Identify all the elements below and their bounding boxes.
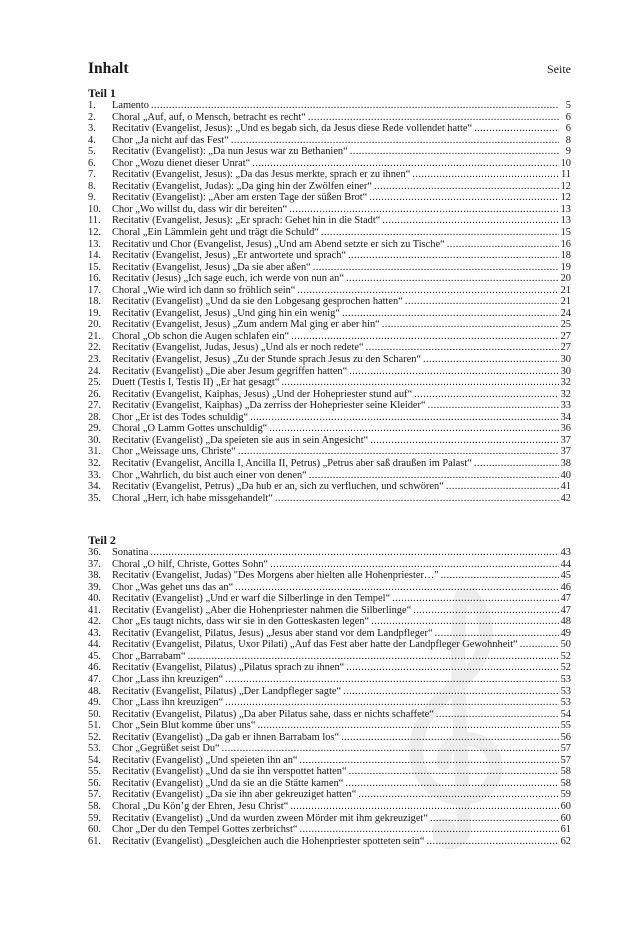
entry-number: 4.	[88, 134, 96, 146]
entry-page: 60	[560, 812, 571, 824]
toc-entry	[88, 547, 571, 559]
entry-number: 38.	[88, 570, 101, 582]
leader-dots	[366, 342, 559, 354]
entry-number: 17.	[88, 284, 101, 296]
entry-page: 15	[560, 227, 571, 239]
entry-title: Recitativ (Evangelist, Ancilla I, Ancilla II, Petrus) „Petrus aber saß draußen im Palast“	[112, 457, 472, 469]
entry-title: Recitativ (Jesus) „Ich sage euch, ich werde von nun an“	[112, 273, 344, 285]
entry-title: Recitativ (Evangelist, Jesus) „Und ging hin ein wenig“	[112, 307, 340, 319]
toc-entry	[88, 435, 571, 447]
leader-dots	[269, 423, 558, 435]
entry-page: 32	[560, 388, 571, 400]
entry-page: 52	[560, 662, 571, 674]
entry-number: 5.	[88, 146, 96, 158]
entry-page: 42	[560, 492, 571, 504]
entry-title: Recitativ (Evangelist) „Und da sie an die Stätte kamen“	[112, 777, 344, 789]
entry-title: Chor „Was gehet uns das an“	[112, 581, 234, 593]
entry-title: Recitativ (Evangelist, Jesus) „Zum andern Mal ging er aber hin“	[112, 319, 380, 331]
entry-page: 43	[560, 547, 571, 558]
entry-number: 3.	[88, 123, 96, 135]
entry-page: 32	[560, 377, 571, 389]
entry-title: Recitativ (Evangelist, Jesus) „Zu der Stunde sprach Jesus zu den Scharen“	[112, 354, 422, 366]
leader-dots	[374, 181, 559, 193]
leader-dots	[308, 112, 559, 124]
leader-dots	[382, 215, 558, 227]
toc-entry	[88, 342, 571, 354]
entry-page: 57	[560, 754, 571, 766]
toc-entry	[88, 192, 571, 204]
leader-dots	[428, 400, 559, 412]
toc-entry	[88, 389, 571, 401]
entry-page: 47	[560, 604, 571, 616]
entry-page: 34	[560, 411, 571, 423]
entry-title: Choral „O hilf, Christe, Gottes Sohn“	[112, 558, 269, 570]
entry-title: Duett (Testis I, Testis II) „Er hat gesagt“	[112, 377, 280, 389]
leader-dots	[405, 296, 559, 308]
toc-entry	[88, 366, 571, 378]
toc-entry	[88, 227, 571, 239]
toc-entry	[88, 100, 571, 112]
leader-dots	[382, 319, 559, 331]
entry-number: 61.	[88, 835, 101, 847]
entry-title: Recitativ (Evangelist): „Da nun Jesus war zu Bethanien“	[112, 146, 348, 158]
leader-dots	[289, 204, 558, 216]
entry-page: 21	[560, 296, 571, 308]
toc-entry	[88, 319, 571, 331]
entry-page: 13	[560, 215, 571, 227]
entry-page: 56	[560, 731, 571, 743]
entry-title: Recitativ (Evangelist) „Da sie ihn aber gekreuziget hatten“	[112, 789, 357, 801]
toc-entry	[88, 239, 571, 251]
page-column-label: Seite	[547, 62, 571, 76]
entry-number: 59.	[88, 812, 101, 824]
entry-number: 19.	[88, 307, 101, 319]
entry-title: Recitativ (Evangelist) „Und speieten ihn an“	[112, 754, 298, 766]
entry-number: 24.	[88, 365, 101, 377]
entry-title: Chor „Sein Blut komme über uns“	[112, 720, 256, 732]
part-title: Teil 2	[88, 533, 116, 547]
entry-number: 35.	[88, 492, 101, 504]
entry-number: 18.	[88, 296, 101, 308]
toc-entry	[88, 285, 571, 297]
toc-entry	[88, 400, 571, 412]
entry-number: 16.	[88, 273, 101, 285]
entry-title: Choral „Ob schon die Augen schlafen ein“	[112, 330, 290, 342]
entry-title: Recitativ (Evangelist): „Aber am ersten Tage der süßen Brot“	[112, 192, 368, 204]
entry-page: 21	[560, 284, 571, 296]
leader-dots	[250, 412, 558, 424]
entry-page: 44	[560, 558, 571, 570]
entry-number: 8.	[88, 180, 96, 192]
entry-number: 55.	[88, 766, 101, 778]
entry-page: 19	[560, 261, 571, 273]
entry-title: Recitativ (Evangelist, Kaiphas, Jesus) „Und der Hohepriester stund auf“	[112, 388, 413, 400]
entry-number: 58.	[88, 801, 101, 813]
toc-header	[88, 60, 571, 80]
entry-page: 12	[560, 180, 571, 192]
entry-page: 60	[560, 801, 571, 813]
entry-number: 2.	[88, 111, 96, 123]
entry-page: 50	[560, 639, 571, 651]
entry-number: 1.	[88, 100, 96, 111]
entry-number: 23.	[88, 354, 101, 366]
entry-page: 62	[560, 835, 571, 847]
leader-dots	[231, 135, 559, 147]
leader-dots	[150, 547, 558, 559]
entry-title: Choral „O Lamm Gottes unschuldig“	[112, 423, 268, 435]
entry-title: Chor „Lass ihn kreuzigen“	[112, 697, 224, 709]
toc-entry	[88, 273, 571, 285]
entry-page: 38	[560, 457, 571, 469]
entry-title: Recitativ (Evangelist, Pilatus, Jesus) „Jesus aber stand vor dem Landpfleger“	[112, 627, 433, 639]
entry-title: Chor „Weissage uns, Christe“	[112, 446, 236, 458]
entry-number: 25.	[88, 377, 101, 389]
entry-title: Recitativ (Evangelist) „Da gab er ihnen Barrabam los“	[112, 731, 340, 743]
toc-entry	[88, 493, 571, 505]
entry-number: 57.	[88, 789, 101, 801]
entry-page: 53	[560, 697, 571, 709]
leader-dots	[423, 354, 559, 366]
entry-page: 58	[560, 777, 571, 789]
entry-page: 18	[560, 250, 571, 262]
entry-title: Sonatina	[112, 547, 149, 558]
entry-page: 55	[560, 720, 571, 732]
entry-page: 9	[565, 146, 571, 158]
entry-page: 61	[560, 824, 571, 836]
leader-dots	[313, 262, 559, 274]
entry-page: 13	[560, 203, 571, 215]
entry-title: Choral „Wie wird ich dann so fröhlich sein“	[112, 284, 296, 296]
entry-number: 34.	[88, 481, 101, 493]
entry-number: 21.	[88, 330, 101, 342]
entry-number: 28.	[88, 411, 101, 423]
leader-dots	[370, 435, 558, 447]
entry-number: 44.	[88, 639, 101, 651]
entry-number: 14.	[88, 250, 101, 262]
entry-title: Chor „Der du den Tempel Gottes zerbrichst“	[112, 824, 298, 836]
entry-title: Recitativ (Evangelist, Judas): „Da ging hin der Zwölfen einer“	[112, 180, 372, 192]
entry-page: 46	[560, 581, 571, 593]
entry-title: Recitativ (Evangelist, Kaiphas) „Da zerriss der Hohepriester seine Kleider“	[112, 400, 426, 412]
entry-number: 48.	[88, 685, 101, 697]
entry-number: 31.	[88, 446, 101, 458]
page-title: Inhalt	[88, 60, 129, 77]
entry-page: 8	[565, 134, 571, 146]
entry-title: Recitativ (Evangelist) „Und da sie ihn verspottet hatten“	[112, 766, 347, 778]
entry-title: Chor „Gegrüßet seist Du“	[112, 743, 220, 755]
leader-dots	[414, 389, 559, 401]
entry-number: 50.	[88, 708, 101, 720]
entry-page: 24	[560, 307, 571, 319]
entry-title: Recitativ (Evangelist) „Und er warf die Silberlinge in den Tempel“	[112, 593, 391, 605]
entry-title: Recitativ (Evangelist, Pilatus) „Der Landpfleger sagte“	[112, 685, 342, 697]
entry-page: 10	[560, 157, 571, 169]
leader-dots	[151, 100, 559, 112]
entry-number: 9.	[88, 192, 96, 204]
entry-title: Choral „Ein Lämmlein geht und trägt die Schuld“	[112, 227, 319, 239]
entry-title: Chor „Es taugt nichts, dass wir sie in den Gotteskasten legen“	[112, 616, 370, 628]
entry-title: Recitativ (Evangelist) „Desgleichen auch die Hohenpriester spotteten sein“	[112, 835, 425, 847]
entry-number: 26.	[88, 388, 101, 400]
entry-number: 7.	[88, 169, 96, 181]
toc-entry	[88, 446, 571, 458]
entry-number: 12.	[88, 227, 101, 239]
entry-title: Chor „Er ist des Todes schuldig“	[112, 411, 249, 423]
toc-entry	[88, 204, 571, 216]
entry-title: Chor „Ja nicht auf das Fest“	[112, 134, 229, 146]
leader-dots	[349, 366, 558, 378]
entry-page: 48	[560, 616, 571, 628]
entry-page: 53	[560, 685, 571, 697]
entry-page: 6	[565, 111, 571, 123]
toc-entry	[88, 296, 571, 308]
entry-number: 43.	[88, 627, 101, 639]
entry-number: 52.	[88, 731, 101, 743]
entry-title: Recitativ (Evangelist) „Aber die Hohenpriester nahmen die Silberlinge“	[112, 604, 412, 616]
toc-entry	[88, 470, 571, 482]
leader-dots	[281, 377, 558, 389]
leader-dots	[297, 285, 558, 297]
entry-title: Recitativ (Evangelist, Jesus): „Da das Jesus merkte, sprach er zu ihnen“	[112, 169, 411, 181]
entry-page: 40	[560, 469, 571, 481]
entry-page: 6	[565, 123, 571, 135]
entry-list	[88, 100, 571, 504]
entry-page: 30	[560, 365, 571, 377]
toc-entry	[88, 158, 571, 170]
entry-number: 39.	[88, 581, 101, 593]
entry-page: 30	[560, 354, 571, 366]
toc-entry	[88, 262, 571, 274]
entry-page: 54	[560, 708, 571, 720]
entry-number: 29.	[88, 423, 101, 435]
toc-entry	[88, 377, 571, 389]
entry-page: 36	[560, 423, 571, 435]
entry-page: 58	[560, 766, 571, 778]
entry-title: Choral „Auf, auf, o Mensch, betracht es recht“	[112, 111, 306, 123]
entry-title: Lamento	[112, 100, 149, 111]
entry-title: Choral „Herr, ich habe missgehandelt“	[112, 492, 273, 504]
entry-page: 12	[560, 192, 571, 204]
treble-clef-watermark-icon	[392, 575, 524, 855]
toc-entry	[88, 146, 571, 158]
entry-number: 11.	[88, 215, 101, 227]
entry-number: 41.	[88, 604, 101, 616]
leader-dots	[275, 493, 559, 505]
leader-dots	[309, 470, 559, 482]
leader-dots	[321, 227, 559, 239]
entry-number: 22.	[88, 342, 101, 354]
entry-number: 40.	[88, 593, 101, 605]
entry-number: 60.	[88, 824, 101, 836]
leader-dots	[348, 250, 559, 262]
entry-page: 49	[560, 627, 571, 639]
entry-page: 41	[560, 481, 571, 493]
entry-title: Recitativ (Evangelist) „Die aber Jesum gegriffen hatten“	[112, 365, 348, 377]
entry-page: 11	[560, 169, 571, 181]
entry-title: Chor „Barrabam“	[112, 650, 186, 662]
entry-page: 20	[560, 273, 571, 285]
entry-number: 54.	[88, 754, 101, 766]
entry-page: 47	[560, 593, 571, 605]
entry-title: Recitativ (Evangelist, Jesus): „Und es begab sich, da Jesus diese Rede vollendet hatte“	[112, 123, 473, 135]
entry-title: Recitativ (Evangelist) „Und da wurden zween Mörder mit ihm gekreuziget“	[112, 812, 428, 824]
entry-number: 51.	[88, 720, 101, 732]
toc-entry	[88, 112, 571, 124]
entry-page: 57	[560, 743, 571, 755]
leader-dots	[447, 239, 559, 251]
entry-title: Recitativ (Evangelist, Pilatus) „Pilatus sprach zu ihnen“	[112, 662, 345, 674]
entry-number: 30.	[88, 434, 101, 446]
toc-entry	[88, 354, 571, 366]
entry-number: 6.	[88, 157, 96, 169]
entry-title: Recitativ (Evangelist, Pilatus) „Da aber Pilatus sahe, dass er nichts schaffete“	[112, 708, 434, 720]
part-1-section	[88, 87, 571, 504]
toc-entry	[88, 331, 571, 343]
entry-title: Chor „Lass ihn kreuzigen“	[112, 674, 224, 686]
entry-number: 15.	[88, 261, 101, 273]
leader-dots	[350, 146, 559, 158]
entry-page: 37	[560, 434, 571, 446]
entry-number: 56.	[88, 777, 101, 789]
leader-dots	[252, 158, 558, 170]
leader-dots	[520, 639, 559, 651]
leader-dots	[474, 123, 559, 135]
entry-title: Recitativ und Chor (Evangelist, Jesus) „Und am Abend setzte er sich zu Tische“	[112, 238, 445, 250]
entry-number: 36.	[88, 547, 101, 558]
entry-number: 37.	[88, 558, 101, 570]
entry-title: Recitativ (Evangelist, Judas, Jesus) „Und als er noch redete“	[112, 342, 364, 354]
entry-title: Recitativ (Evangelist) „Da speieten sie aus in sein Angesicht“	[112, 434, 369, 446]
entry-page: 27	[560, 342, 571, 354]
toc-entry	[88, 458, 571, 470]
entry-number: 49.	[88, 697, 101, 709]
entry-page: 33	[560, 400, 571, 412]
leader-dots	[346, 273, 559, 285]
leader-dots	[342, 308, 559, 320]
entry-title: Recitativ (Evangelist) „Und da sie den Lobgesang gesprochen hatten“	[112, 296, 403, 308]
toc-entry	[88, 181, 571, 193]
toc-entry	[88, 123, 571, 135]
leader-dots	[446, 481, 559, 493]
toc-entry	[88, 135, 571, 147]
entry-title: Recitativ (Evangelist, Jesus): „Er sprach: Gehet hin in die Stadt“	[112, 215, 381, 227]
entry-title: Choral „Du Kön’g der Ehren, Jesu Christ“	[112, 801, 289, 813]
entry-title: Recitativ (Evangelist, Petrus) „Da hub er an, sich zu verfluchen, und schwören“	[112, 481, 444, 493]
entry-page: 45	[560, 570, 571, 582]
leader-dots	[412, 169, 559, 181]
entry-number: 27.	[88, 400, 101, 412]
entry-number: 10.	[88, 203, 101, 215]
leader-dots	[291, 331, 558, 343]
entry-page: 16	[560, 238, 571, 250]
entry-title: Recitativ (Evangelist, Jesus) „Er antwortete und sprach“	[112, 250, 346, 262]
toc-entry	[88, 215, 571, 227]
entry-number: 47.	[88, 674, 101, 686]
entry-number: 20.	[88, 319, 101, 331]
entry-title: Chor „Wo willst du, dass wir dir bereiten“	[112, 203, 288, 215]
toc-entry	[88, 308, 571, 320]
leader-dots	[474, 458, 559, 470]
entry-page: 52	[560, 650, 571, 662]
leader-dots	[238, 446, 559, 458]
entry-number: 13.	[88, 238, 101, 250]
toc-entry	[88, 423, 571, 435]
entry-page: 53	[560, 674, 571, 686]
entry-page: 37	[560, 446, 571, 458]
entry-title: Recitativ (Evangelist, Judas) "Des Morgens aber hielten alle Hohenpriester…"	[112, 570, 439, 582]
part-title: Teil 1	[88, 86, 116, 100]
entry-page: 27	[560, 330, 571, 342]
leader-dots	[270, 559, 558, 571]
entry-page: 5	[565, 100, 571, 111]
entry-number: 42.	[88, 616, 101, 628]
entry-number: 53.	[88, 743, 101, 755]
toc-entry	[88, 250, 571, 262]
entry-title: Recitativ (Evangelist, Jesus) „Da sie aber aßen“	[112, 261, 311, 273]
entry-title: Recitativ (Evangelist, Pilatus, Uxor Pilati) „Auf das Fest aber hatte der Landpfleger Gewohnheit“	[112, 639, 518, 651]
toc-entry	[88, 559, 571, 571]
leader-dots	[369, 192, 558, 204]
entry-number: 46.	[88, 662, 101, 674]
toc-entry	[88, 412, 571, 424]
toc-entry	[88, 481, 571, 493]
entry-page: 59	[560, 789, 571, 801]
entry-page: 25	[560, 319, 571, 331]
entry-number: 33.	[88, 469, 101, 481]
entry-number: 45.	[88, 650, 101, 662]
toc-entry	[88, 169, 571, 181]
entry-title: Chor „Wahrlich, du bist auch einer von denen“	[112, 469, 307, 481]
entry-number: 32.	[88, 457, 101, 469]
entry-title: Chor „Wozu dienet dieser Unrat“	[112, 157, 251, 169]
